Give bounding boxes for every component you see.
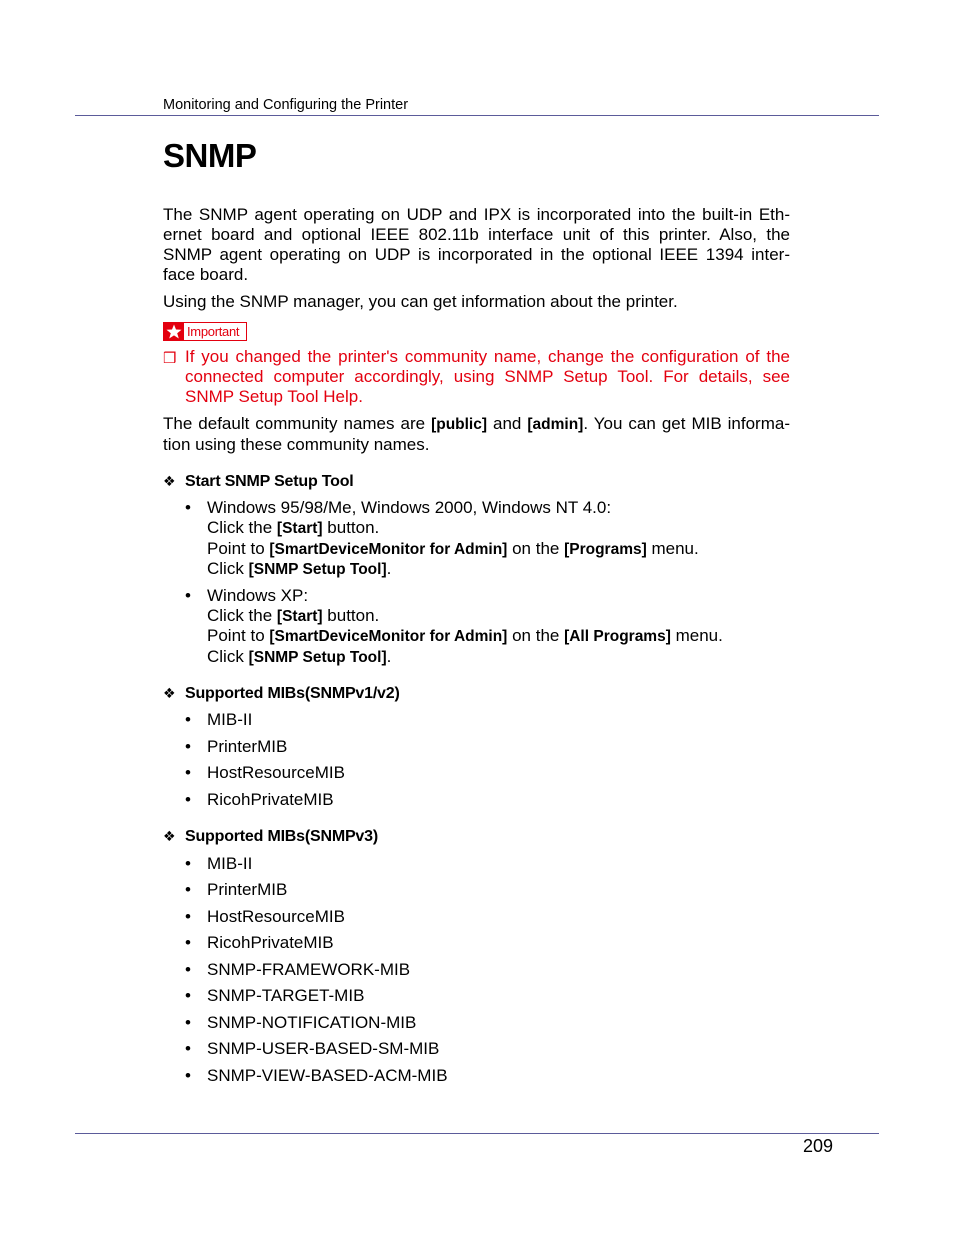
text: . — [386, 647, 392, 666]
ui-snmp-setup-tool: [SNMP Setup Tool] — [248, 649, 387, 666]
bullet-icon: • — [185, 986, 191, 1005]
text: Point to — [207, 539, 270, 558]
list-item: PrinterMIB — [207, 737, 288, 756]
list-item: HostResourceMIB — [207, 763, 345, 782]
list-item-step — [207, 559, 391, 580]
community-line: tion using these community names. — [163, 435, 430, 454]
list-item-step — [207, 518, 379, 539]
note-line: If you changed the printer's community name, change the configuration of the — [185, 347, 790, 366]
ui-all-programs: [All Programs] — [564, 628, 671, 645]
bullet-icon: • — [185, 790, 191, 809]
important-note — [185, 347, 790, 407]
important-label: Important — [187, 324, 240, 339]
section-heading-mib-v3 — [163, 826, 378, 847]
list-item-step — [207, 606, 379, 627]
text: The default community names are — [163, 414, 432, 433]
list-item: Windows XP: — [207, 586, 309, 605]
note-line: SNMP Setup Tool Help. — [185, 387, 363, 406]
text: on the — [507, 539, 565, 558]
text: button. — [322, 518, 380, 537]
intro-paragraph — [163, 205, 790, 285]
intro-line: The SNMP agent operating on UDP and IPX is incorporated into the built-in Eth- — [163, 205, 790, 224]
ui-start: [Start] — [276, 608, 323, 625]
list-item: PrinterMIB — [207, 880, 288, 899]
heading-text: Supported MIBs(SNMPv3) — [185, 828, 378, 845]
bullet-icon: • — [185, 960, 191, 979]
bullet-icon: • — [185, 933, 191, 952]
page-title: SNMP — [163, 137, 257, 174]
intro-line: face board. — [163, 265, 249, 284]
list-item: RicohPrivateMIB — [207, 933, 334, 952]
community-public: [public] — [431, 416, 488, 433]
ui-snmp-setup-tool: [SNMP Setup Tool] — [248, 561, 387, 578]
bullet-icon: • — [185, 854, 191, 873]
page-number: 209 — [803, 1136, 834, 1156]
diamond-icon: ❖ — [163, 685, 176, 701]
list-item: Windows 95/98/Me, Windows 2000, Windows NT 4.0: — [207, 498, 612, 517]
community-paragraph — [163, 414, 790, 455]
heading-text: Supported MIBs(SNMPv1/v2) — [185, 685, 400, 702]
bullet-icon: • — [185, 710, 191, 729]
bullet-icon: • — [185, 1066, 191, 1085]
header-rule — [75, 115, 879, 116]
running-header: Monitoring and Configuring the Printer — [163, 97, 409, 113]
text: on the — [507, 626, 565, 645]
list-item: SNMP-FRAMEWORK-MIB — [207, 960, 411, 979]
bullet-icon: • — [185, 1013, 191, 1032]
list-item-step — [207, 539, 699, 560]
bullet-icon: • — [185, 880, 191, 899]
bullet-icon: • — [185, 763, 191, 782]
community-line — [163, 414, 790, 435]
section-heading-mib-v1v2 — [163, 683, 400, 704]
intro-line: SNMP agent operating on UDP is incorporated in the optional IEEE 1394 inter- — [163, 245, 790, 264]
section-heading-start-tool — [163, 471, 354, 492]
list-item: MIB-II — [207, 854, 253, 873]
list-item-step — [207, 647, 391, 668]
important-badge — [163, 322, 247, 341]
diamond-icon: ❖ — [163, 828, 176, 844]
text: . — [386, 559, 392, 578]
bullet-icon: • — [185, 498, 191, 517]
text: Click the — [207, 518, 277, 537]
intro-line: ernet board and optional IEEE 802.11b interface unit of this printer. Also, the — [163, 225, 790, 244]
list-item: SNMP-NOTIFICATION-MIB — [207, 1013, 417, 1032]
heading-text: Start SNMP Setup Tool — [185, 473, 354, 490]
text: Point to — [207, 626, 270, 645]
text: . You can get MIB informa- — [583, 414, 790, 433]
text: Click the — [207, 606, 277, 625]
list-item: MIB-II — [207, 710, 253, 729]
ui-start: [Start] — [276, 520, 323, 537]
list-item: SNMP-VIEW-BASED-ACM-MIB — [207, 1066, 448, 1085]
text: Click — [207, 559, 249, 578]
community-admin: [admin] — [527, 416, 584, 433]
text: menu. — [646, 539, 699, 558]
text: Click — [207, 647, 249, 666]
footer-rule — [75, 1133, 879, 1134]
list-item: RicohPrivateMIB — [207, 790, 334, 809]
list-item: SNMP-TARGET-MIB — [207, 986, 365, 1005]
checkbox-icon: ❒ — [163, 350, 177, 367]
list-item-step — [207, 626, 723, 647]
diamond-icon: ❖ — [163, 473, 176, 489]
note-line: connected computer accordingly, using SNMP Setup Tool. For details, see — [185, 367, 790, 386]
bullet-icon: • — [185, 907, 191, 926]
bullet-icon: • — [185, 586, 191, 605]
ui-programs: [Programs] — [564, 541, 647, 558]
text: button. — [322, 606, 380, 625]
list-item: SNMP-USER-BASED-SM-MIB — [207, 1039, 440, 1058]
bullet-icon: • — [185, 737, 191, 756]
manager-paragraph: Using the SNMP manager, you can get information about the printer. — [163, 292, 678, 311]
bullet-icon: • — [185, 1039, 191, 1058]
text: and — [487, 414, 528, 433]
star-icon — [164, 323, 184, 340]
list-item: HostResourceMIB — [207, 907, 345, 926]
ui-smartdevicemonitor: [SmartDeviceMonitor for Admin] — [269, 628, 508, 645]
ui-smartdevicemonitor: [SmartDeviceMonitor for Admin] — [269, 541, 508, 558]
text: menu. — [670, 626, 723, 645]
